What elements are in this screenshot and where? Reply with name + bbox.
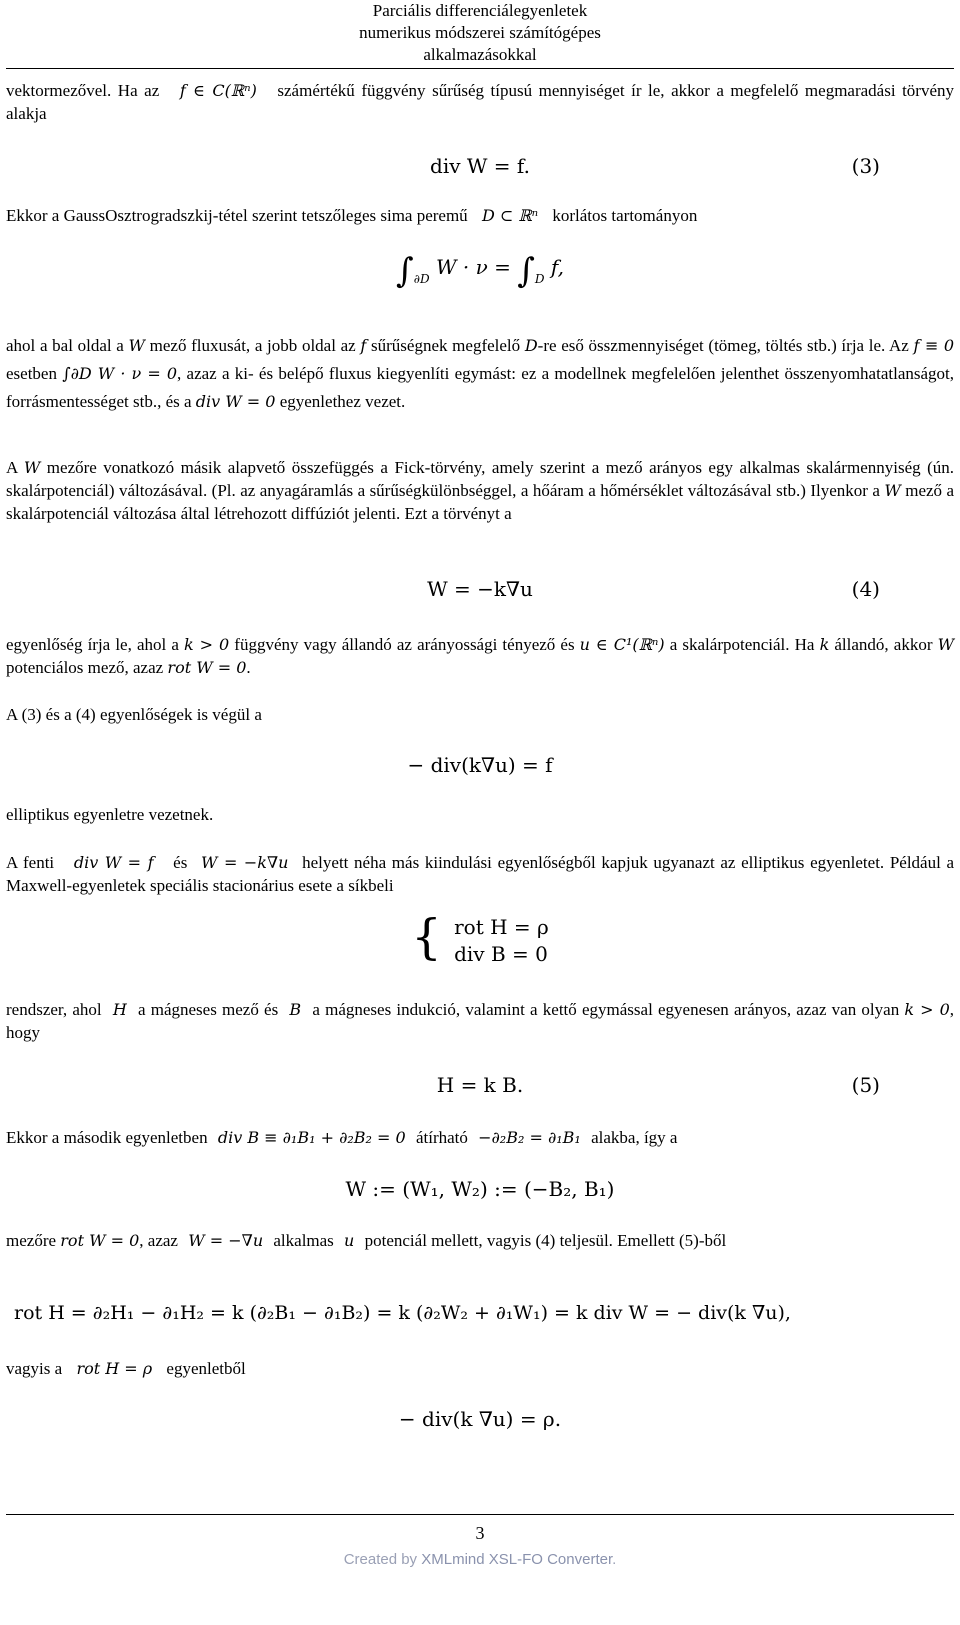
- text: vagyis a: [6, 1359, 63, 1378]
- text: , azaz: [139, 1231, 178, 1250]
- equation-number: (3): [851, 154, 880, 178]
- text: A (3) és a (4) egyenlőségek is végül a: [6, 705, 262, 724]
- equation-body: div W = f.: [430, 154, 530, 178]
- text: egyenlőség írja le, ahol a: [6, 635, 179, 654]
- equation-body: − div(k∇u) = f: [407, 753, 553, 777]
- text: egyenlethez vezet.: [279, 392, 406, 411]
- page-number: 3: [475, 1523, 485, 1543]
- header-line-3: alkalmazásokkal: [423, 45, 537, 64]
- formula-rot-h: rot H = ρ: [76, 1359, 153, 1378]
- text: a mágneses indukció, valamint a kettő egymással egyenesen arányos, azaz van olyan: [312, 1000, 900, 1019]
- paragraph-8: [6, 851, 954, 897]
- equation-number: (5): [851, 1073, 880, 1097]
- equation-body: W = −k∇u: [427, 577, 533, 601]
- text: helyett néha más kiindulási egyenlőségből kapjuk ugyanazt az elliptikus egyenletet. Például a Maxwell-egyenletek speciális stacionárius esete a síkbeli: [6, 853, 955, 895]
- text: egyenletből: [166, 1359, 246, 1378]
- formula-u-in-c1: u ∈ C¹(ℝⁿ): [579, 635, 665, 654]
- symbol-w: W: [937, 635, 955, 654]
- credit-brand-link[interactable]: XMLmind XSL-FO Converter: [421, 1551, 613, 1568]
- equation-gauss: [0, 252, 960, 291]
- paragraph-11: [6, 1229, 954, 1252]
- text: mezőre vonatkozó másik alapvető összefüggés a Fick-törvény, amely szerint a mező arányos egy alkalmas skalármennyiség (ún. skalárpotenciál) változásával. (Pl. az anyagáramlás a sűrűségkülönbséggel, a hőáram a hőmérséklet változásával stb.) Ilyenkor a: [6, 458, 955, 500]
- text: rendszer, ahol: [6, 1000, 102, 1019]
- converter-credit: [0, 1548, 960, 1571]
- equation-4: [0, 578, 960, 601]
- text: ahol a bal oldal a: [6, 336, 124, 355]
- text: A fenti: [6, 853, 55, 872]
- paragraph-12: [6, 1357, 954, 1380]
- integral-subscript: D: [534, 272, 545, 286]
- text: alkalmas: [273, 1231, 334, 1250]
- text: a mágneses mező és: [137, 1000, 279, 1019]
- symbol-w: W: [128, 336, 145, 355]
- formula-d-subset: D ⊂ ℝⁿ: [481, 206, 539, 225]
- equation-body: H = k B.: [436, 1073, 524, 1097]
- text: mező a skalárpotenciál változása által létrehozott diffúziót jelenti. Ezt a törvényt a: [6, 481, 955, 523]
- equation-long: [14, 1302, 791, 1325]
- symbol-f: f: [360, 336, 367, 355]
- symbol-d: D: [524, 336, 538, 355]
- symbol-b: B: [289, 1000, 302, 1019]
- text: alakba, így a: [591, 1128, 678, 1147]
- paragraph-2: [6, 204, 954, 227]
- text: .: [246, 658, 251, 677]
- text: esetben: [6, 364, 57, 383]
- formula-f-zero: f ≡ 0: [913, 336, 955, 355]
- paragraph-4: [6, 456, 954, 525]
- text: , hogy: [6, 1000, 955, 1042]
- text: állandó, akkor: [834, 635, 933, 654]
- equation-elliptic: [0, 754, 960, 777]
- text: Ekkor a második egyenletben: [6, 1128, 208, 1147]
- paragraph-9: [6, 998, 954, 1044]
- text: mezőre: [6, 1231, 57, 1250]
- formula-k-positive: k > 0: [184, 635, 230, 654]
- running-header: [0, 0, 960, 66]
- text: A: [6, 458, 18, 477]
- formula-rot-zero: rot W = 0: [167, 658, 247, 677]
- formula-k-positive: k > 0: [904, 1000, 950, 1019]
- symbol-k: k: [819, 635, 830, 654]
- text: Ekkor a GaussOsztrogradszkij-tétel szerint tetszőleges sima peremű: [6, 206, 468, 225]
- integral-sign-icon: ∫: [517, 251, 535, 291]
- header-line-2: numerikus módszerei számítógépes: [359, 23, 601, 42]
- formula-div-b: div B ≡ ∂₁B₁ + ∂₂B₂ = 0: [217, 1128, 406, 1147]
- formula-rewrite: −∂₂B₂ = ∂₁B₁: [478, 1128, 581, 1147]
- formula-flux-zero: ∫∂D W · ν = 0: [62, 364, 178, 383]
- formula-div-w-f: div W = f: [73, 853, 154, 872]
- text: potenciálos mező, azaz: [6, 658, 164, 677]
- equation-3: [0, 155, 960, 178]
- header-line-1: Parciális differenciálegyenletek: [372, 1, 588, 20]
- text: átírható: [415, 1128, 468, 1147]
- formula-div-zero: div W = 0: [195, 392, 276, 411]
- equation-5: [0, 1074, 960, 1097]
- symbol-h: H: [112, 1000, 127, 1019]
- text: és: [173, 853, 188, 872]
- formula-w-k-grad: W = −k∇u: [201, 853, 289, 872]
- footer-rule: [6, 1514, 954, 1515]
- integral-sign-icon: ∫: [396, 251, 414, 291]
- system-row-1: rot H = ρ: [454, 915, 549, 939]
- text: függvény vagy állandó az arányossági tényező és: [234, 635, 575, 654]
- system-rows: [454, 914, 549, 968]
- equation-body: rot H = ∂₂H₁ − ∂₁H₂ = k (∂₂B₁ − ∂₁B₂) = k (∂₂W₂ + ∂₁W₁) = k div W = − div(k ∇u),: [14, 1302, 791, 1324]
- left-brace-icon: {: [411, 908, 442, 965]
- paragraph-6: [6, 703, 954, 726]
- symbol-u: u: [344, 1231, 355, 1250]
- credit-suffix: .: [612, 1551, 617, 1568]
- equation-number: (4): [851, 577, 880, 601]
- equation-system: [0, 908, 960, 968]
- equation-body: − div(k ∇u) = ρ.: [398, 1407, 562, 1431]
- header-rule: [6, 68, 954, 69]
- text: korlátos tartományon: [552, 206, 698, 225]
- symbol-w: W: [23, 458, 41, 477]
- paragraph-3: [6, 332, 954, 416]
- symbol-w: W: [884, 481, 901, 500]
- text: -re eső összmennyiséget (tömeg, töltés stb.) írja le. Az: [537, 336, 909, 355]
- equation-body: W := (W₁, W₂) := (−B₂, B₁): [345, 1177, 615, 1201]
- text: potenciál mellett, vagyis (4) teljesül. Emellett (5)-ből: [364, 1231, 727, 1250]
- text: elliptikus egyenletre vezetnek.: [6, 805, 214, 824]
- formula-w-grad: W = −∇u: [188, 1231, 264, 1250]
- text: mező fluxusát, a jobb oldal az: [149, 336, 356, 355]
- system-row-2: div B = 0: [454, 942, 548, 966]
- equation-final: [0, 1408, 960, 1431]
- text: , azaz a ki- és belépő fluxus kiegyenlíti egymást: ez a modellnek megfelelően jelenthet összenyomhatatlanságot, forrásmentességet stb., és a: [6, 364, 954, 411]
- paragraph-1: [6, 79, 954, 125]
- text: a skalárpotenciál. Ha: [669, 635, 815, 654]
- equation-w-definition: [0, 1178, 960, 1201]
- text: vektormezővel. Ha az: [6, 81, 160, 100]
- formula-rot-zero: rot W = 0: [60, 1231, 140, 1250]
- equation-rhs: f,: [550, 255, 564, 279]
- integral-subscript: ∂D: [413, 272, 430, 286]
- text: sűrűségnek megfelelő: [371, 336, 521, 355]
- paragraph-5: [6, 633, 954, 679]
- paragraph-10: [6, 1126, 954, 1149]
- text: számértékű függvény sűrűség típusú mennyiséget ír le, akkor a megfelelő megmaradási törvény alakja: [6, 81, 955, 123]
- credit-prefix: Created by: [343, 1551, 418, 1568]
- paragraph-7: [6, 803, 954, 826]
- formula-f-in-c: f ∈ C(ℝⁿ): [179, 81, 257, 100]
- equation-lhs: W · ν =: [435, 255, 511, 279]
